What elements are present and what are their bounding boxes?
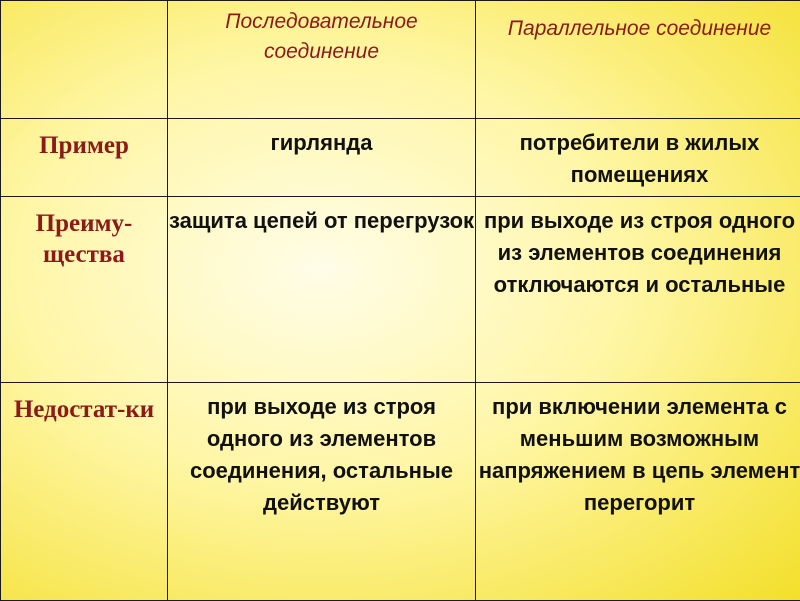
cell-advantages-parallel: при выходе из строя одного из элементов соединения отключаются и остальные — [476, 197, 800, 383]
cell-disadvantages-parallel: при включении элемента с меньшим возможным напряжением в цепь элемент перегорит — [476, 383, 800, 601]
cell-example-series: гирлянда — [168, 119, 476, 197]
cell-advantages-series: защита цепей от перегрузок — [168, 197, 476, 383]
table-row — [1, 119, 800, 197]
cell-example-parallel: потребители в жилых помещениях — [476, 119, 800, 197]
row-label-disadvantages: Недостат-ки — [1, 383, 168, 601]
row-label-advantages: Преиму-щества — [1, 197, 168, 383]
header-empty-cell — [1, 1, 168, 119]
header-row — [1, 1, 800, 119]
table-row — [1, 383, 800, 601]
row-label-example: Пример — [1, 119, 168, 197]
header-series: Последовательное соединение — [168, 1, 476, 119]
header-parallel: Параллельное соединение — [476, 1, 800, 119]
cell-disadvantages-series: при выходе из строя одного из элементов соединения, остальные действуют — [168, 383, 476, 601]
table-row — [1, 197, 800, 383]
